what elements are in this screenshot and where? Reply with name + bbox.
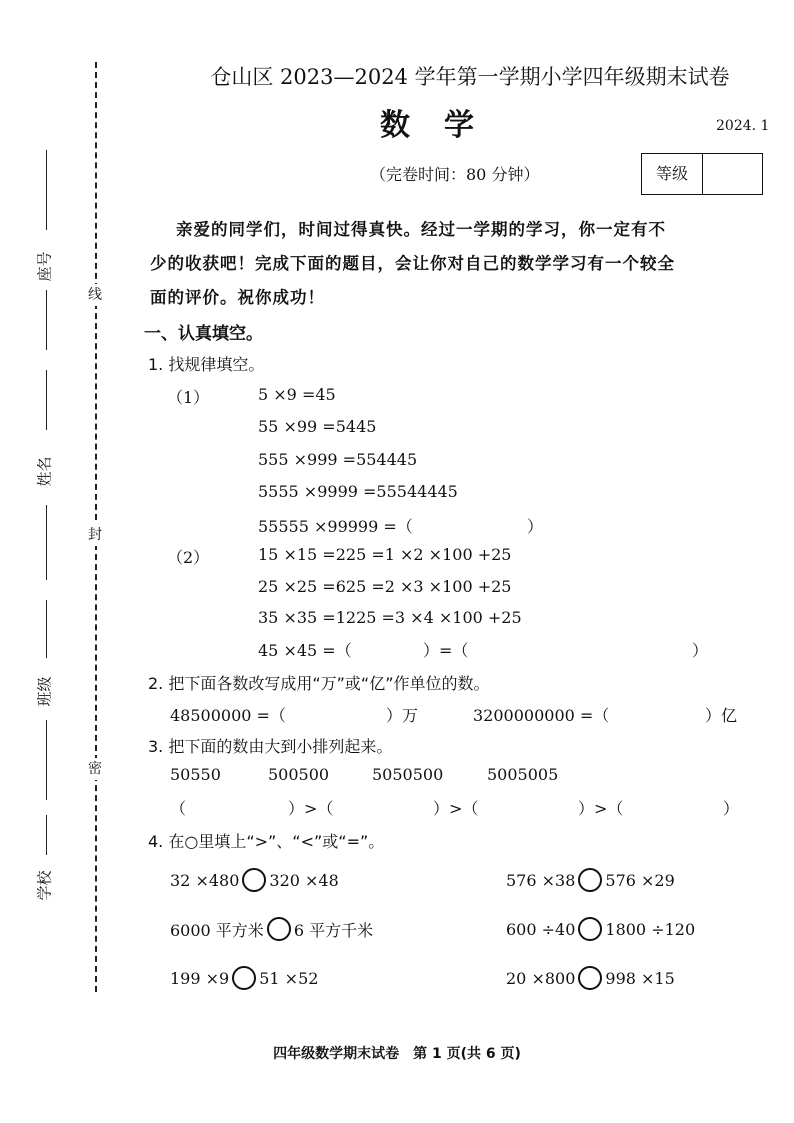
q4-1-answer-circle[interactable] [242, 868, 266, 892]
q3-blank-close[interactable]: ） [723, 799, 740, 818]
q4-compare-4 [506, 917, 695, 941]
q1-p1-line-1: 5 ×9 =45 [258, 385, 336, 404]
intro-line-2: 少的收获吧！完成下面的题目，会让你对自己的数学学习有一个较全 [150, 254, 675, 273]
q2-a-right[interactable]: ）万 [386, 706, 419, 725]
q4-4-left: 600 ÷40 [506, 919, 576, 939]
q4-1-right: 320 ×48 [269, 870, 339, 890]
subject-title: 数学 [380, 108, 508, 143]
q4-3-left: 6000 平方米 [170, 920, 264, 940]
q4-4-right: 1800 ÷120 [605, 919, 696, 939]
section-1-heading: 一、认真填空。 [144, 324, 263, 344]
page-footer: 四年级数学期末试卷 第 1 页(共 6 页) [273, 1046, 521, 1062]
q1-p1-line-2: 55 ×99 =5445 [258, 417, 377, 436]
binding-word-line: 线 [84, 284, 106, 306]
q4-5-left: 199 ×9 [170, 968, 230, 988]
q3-number-3: 5050500 [372, 765, 444, 784]
q4-compare-1 [170, 868, 339, 892]
q1-p1-line-3: 555 ×999 =554445 [258, 450, 418, 469]
q3-number-2: 500500 [268, 765, 330, 784]
q3-blank-gt-1[interactable]: ）>（ [288, 799, 334, 818]
q3-number-1: 50550 [170, 765, 221, 784]
q3-blank-gt-2[interactable]: ）>（ [433, 799, 479, 818]
exam-date: 2024. 1 [716, 118, 770, 134]
q3-text: 3. 把下面的数由大到小排列起来。 [148, 737, 393, 756]
q1-p2-line-1: 15 ×15 =225 =1 ×2 ×100 +25 [258, 545, 512, 564]
intro-line-3: 面的评价。祝你成功！ [150, 288, 325, 307]
q1-p2-blank-close[interactable]: ） [692, 641, 709, 660]
q1-p2-blank-middle[interactable]: ）=（ [423, 641, 469, 660]
school-label: 学校 [35, 870, 54, 901]
q4-2-answer-circle[interactable] [578, 868, 602, 892]
exam-title: 仓山区 2023—2024 学年第一学期小学四年级期末试卷 [210, 65, 730, 89]
intro-line-1: 亲爱的同学们，时间过得真快。经过一学期的学习，你一定有不 [176, 220, 666, 239]
q4-compare-3 [170, 917, 373, 941]
grade-label: 等级 [642, 154, 703, 194]
q4-3-answer-circle[interactable] [267, 917, 291, 941]
q2-b-left: 3200000000 =（ [473, 706, 610, 725]
q4-text: 4. 在○里填上“>”、“<”或“=”。 [148, 832, 385, 851]
q4-6-answer-circle[interactable] [578, 966, 602, 990]
class-label: 班级 [35, 676, 54, 707]
q1-p1-blank-close[interactable]: ） [527, 517, 544, 536]
q4-3-right: 6 平方千米 [293, 920, 374, 940]
q4-1-left: 32 ×480 [170, 870, 240, 890]
q1-p2-line-2: 25 ×25 =625 =2 ×3 ×100 +25 [258, 577, 512, 596]
binding-word-secret: 密 [84, 758, 106, 780]
name-field[interactable] [24, 370, 64, 580]
q1-p2-line-4: 45 ×45 =（ [258, 641, 352, 660]
q4-5-answer-circle[interactable] [232, 966, 256, 990]
q4-6-right: 998 ×15 [605, 968, 675, 988]
q4-4-answer-circle[interactable] [578, 917, 602, 941]
q1-part2-label: （2） [167, 548, 210, 567]
exam-duration: （完卷时间：80 分钟） [370, 165, 540, 184]
seat-number-field[interactable] [24, 150, 64, 350]
q1-p1-line-4: 5555 ×9999 =55544445 [258, 482, 458, 501]
q3-blank-gt-3[interactable]: ）>（ [578, 799, 624, 818]
q1-text: 1. 找规律填空。 [148, 355, 265, 374]
grade-input-cell[interactable] [703, 154, 762, 194]
q3-blank-open[interactable]: （ [170, 799, 187, 818]
q2-a-left: 48500000 =（ [170, 706, 286, 725]
q1-p2-line-3: 35 ×35 =1225 =3 ×4 ×100 +25 [258, 608, 522, 627]
binding-word-seal: 封 [84, 524, 106, 546]
seat-number-label: 座号 [35, 251, 54, 282]
q1-part1-label: （1） [167, 388, 210, 407]
q4-compare-5 [170, 966, 318, 990]
q4-compare-6 [506, 966, 675, 990]
q2-b-right[interactable]: ）亿 [705, 706, 738, 725]
q4-compare-2 [506, 868, 675, 892]
q4-2-left: 576 ×38 [506, 870, 576, 890]
q2-text: 2. 把下面各数改写成用“万”或“亿”作单位的数。 [148, 674, 490, 693]
grade-box [641, 153, 763, 195]
q1-p1-line-5: 55555 ×99999 =（ [258, 517, 413, 536]
q4-5-right: 51 ×52 [259, 968, 319, 988]
q4-6-left: 20 ×800 [506, 968, 576, 988]
q4-2-right: 576 ×29 [605, 870, 675, 890]
q3-number-4: 5005005 [487, 765, 559, 784]
class-field[interactable] [24, 600, 64, 800]
school-field[interactable] [24, 815, 64, 901]
name-label: 姓名 [35, 456, 54, 487]
